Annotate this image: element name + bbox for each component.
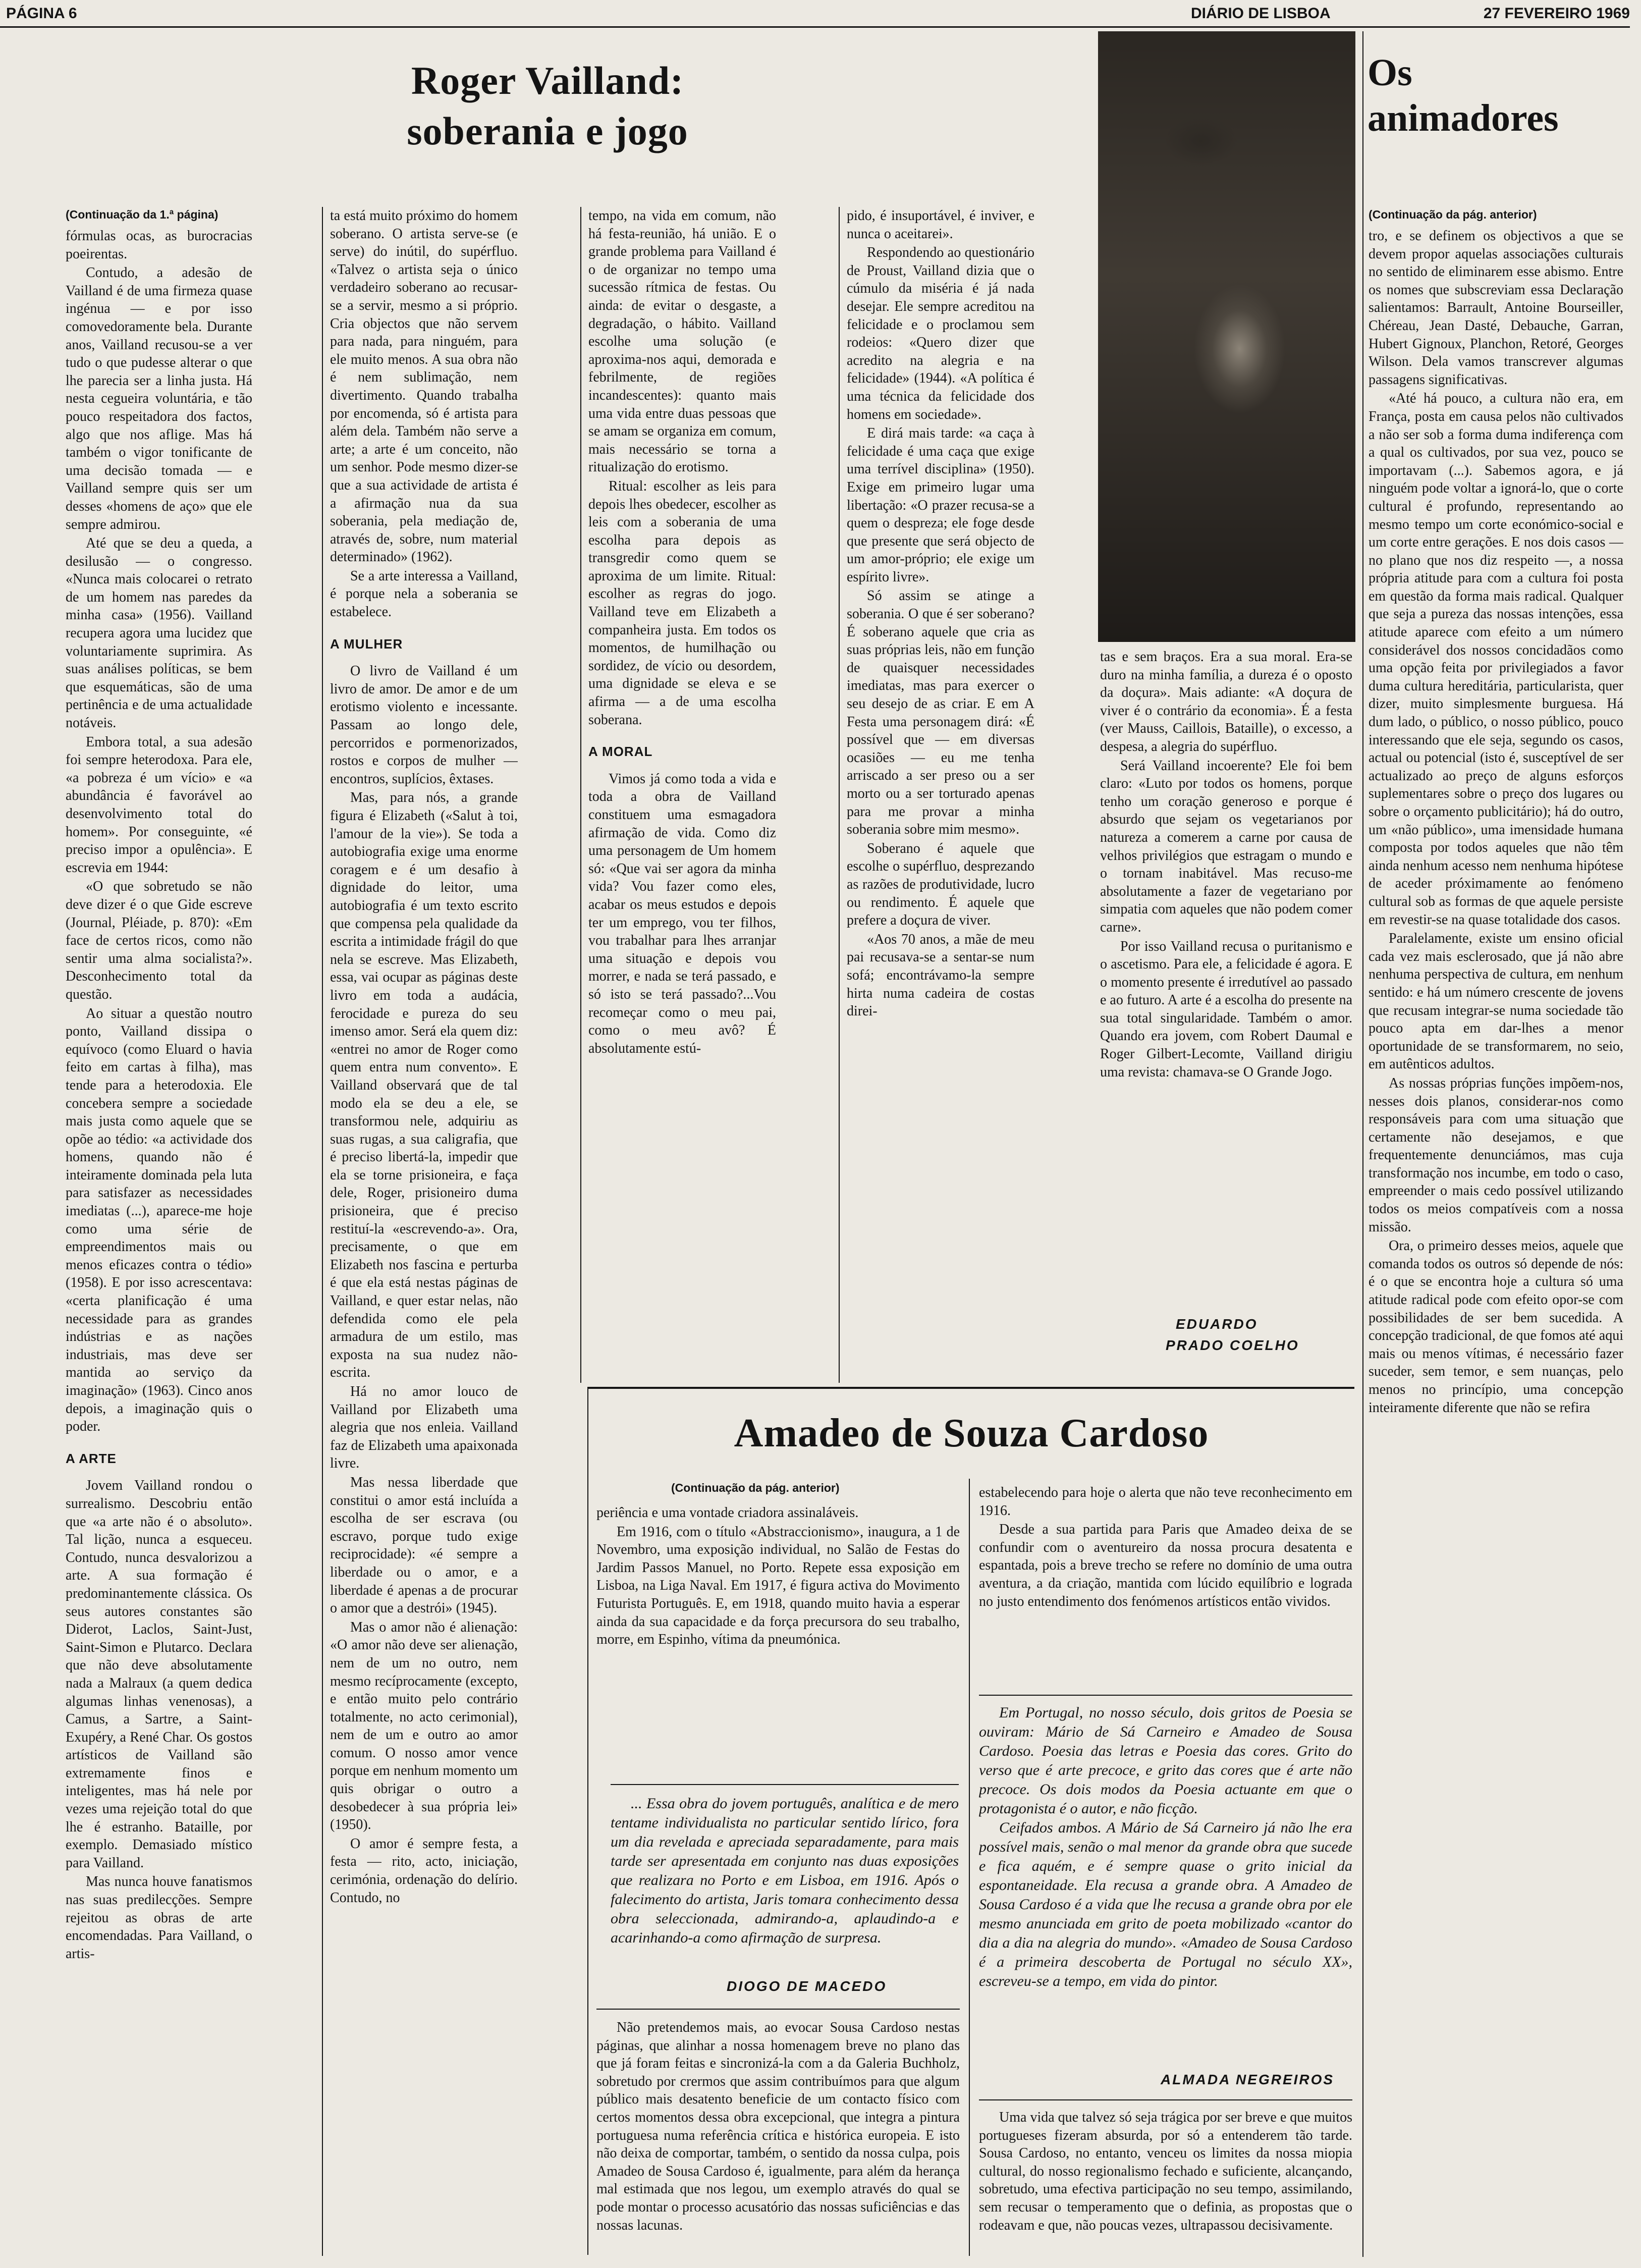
column-rule <box>322 207 323 2256</box>
paragraph: fórmulas ocas, as burocracias poeirentas. <box>66 228 252 262</box>
section-heading-moral: A MORAL <box>588 744 653 760</box>
paragraph: Uma vida que talvez só seja trágica por ser breve e que muitos portugueses fizeram absurda, por só a entenderem tão tarde. Sousa Cardoso, no entanto, venceu os limites da nossa miopia cultural, do nosso regionalismo fechado e suficiente, alcançando, sobretudo, uma efectiva participação no seu tempo, assimilando, sem recusar o temperamento que o definia, as propostas que o rodeavam e que, não poucas vezes, ultrapassou decisivamente. <box>979 2110 1352 2233</box>
author-signature-line2: PRADO COELHO <box>1166 1337 1299 1353</box>
paragraph: O amor é sempre festa, a festa — rito, acto, iniciação, cerimónia, ordenação do delírio. Contudo, no <box>330 1835 518 1906</box>
paragraph: Só assim se atinge a soberania. O que é ser soberano? É soberano aquele que cria as suas próprias leis, não em função de quaisquer necessidades imediatas, mas para exercer o seu desejo de as criar. E em A Festa uma personagem dirá: «É possível que — em diversas ocasiões — eu me tenha arriscado a ser preso ou a ser morto ou a ser torturado apenas para me provar a minha soberania sobre mim mesmo». <box>847 588 1034 838</box>
paragraph: Ora, o primeiro desses meios, aquele que comanda todos os outros só depende de nós: é o que se encontra hoje a cultura só uma atitude radical pode com efeito opor-se com possibilidades de ser bem sucedida. A concepção tradicional, de que fomos até aqui mais ou menos vítimas, é necessário fazer suceder, sem temor, e sem nuanças, pelo menos no princípio, uma concepção inteiramente diferente que não se refira <box>1369 1238 1623 1416</box>
newspaper-name: DIÁRIO DE LISBOA <box>1191 5 1331 22</box>
paragraph: Respondendo ao questionário de Proust, Vailland dizia que o cúmulo da miséria é já nada desejar. Ele sempre acreditou na felicidade e o proclamou sem rodeios: «Quero dizer que acredito na alegria e na felicidade» (1944). «A política é uma técnica da felicidade dos homens em sociedade». <box>847 245 1034 422</box>
amadeo-column-2 <box>979 1484 1352 1686</box>
paragraph: Não pretendemos mais, ao evocar Sousa Cardoso nestas páginas, que alinhar a nossa homenagem breve no plano das que já foram feitas e sincronizá-la com a da Galeria Buchholz, sobretudo por crermos que assim contribuímos para que algum público mais desatento beneficie de um contacto físico com certos momentos dessa obra excepcional, que integra a pintura portuguesa numa referência crítica e histórica europeia. E isto não deixa de comportar, também, o sentido da nossa culpa, pois Amadeo de Sousa Cardoso é, igualmente, para além da herança mal estimada que nos legou, um exemplo através do qual se pode montar o processo acusatório das nossas suficiências e das nossas lacunas. <box>596 2020 960 2233</box>
paragraph: Será Vailland incoerente? Ele foi bem claro: «Luto por todos os homens, porque tenho um coração generoso e porque é absurdo que sejam os vegetarianos por natureza a comerem a carne por causa de velhos privilégios que estragam o mundo e o tornam inabitável. Mas recuso-me absolutamente a fazer de vegetariano por simpatia com aqueles que não podem comer carne». <box>1100 758 1352 935</box>
section-rule <box>596 2009 960 2010</box>
amadeo-column-2b <box>979 2109 1352 2256</box>
continuation-note: (Continuação da 1.ª página) <box>66 208 218 221</box>
column-rule <box>580 207 581 1383</box>
section-heading-mulher: A MULHER <box>330 636 403 652</box>
amadeo-column-1 <box>596 1504 960 1766</box>
paragraph: Vimos já como toda a vida e toda a obra de Vailland constituem uma esmagadora afirmação de vida. Como diz uma personagem de Um homem só: «Que vai ser agora da minha vida? Vou fazer como eles, acabar os meus estudos e depois ter um emprego, vou ter filhos, vou trabalhar para lhes arranjar uma situação e depois vou morrer, e nada se terá passado, e só isto se terá passado?...Vou recomeçar como o meu pai, como o meu avô? É absolutamente estú- <box>588 771 776 1056</box>
article-title-line1: Os <box>1368 51 1412 94</box>
page-number: PÁGINA 6 <box>6 5 77 22</box>
paragraph: Paralelamente, existe um ensino oficial cada vez mais esclerosado, que já não abre nenhuma perspectiva de cultura, em nenhum sentido: e há um número crescente de jovens que recusam integrar-se numa sociedade tão pouco apta em dar-lhes a menor oportunidade de se transformarem, no seio, em autênticos adultos. <box>1369 931 1623 1072</box>
article-title-line1: Roger Vailland: <box>411 59 684 102</box>
section-heading-arte: A ARTE <box>66 1450 117 1466</box>
amadeo-column-1b <box>596 2019 960 2256</box>
paragraph: Mas, para nós, a grande figura é Elizabeth («Salut à toi, l'amour de la vie»). Se toda a autobiografia exige uma enorme coragem e é um desafio à dignidade do leitor, uma autobiografia é um texto escrito que compensa pela qualidade da escrita a intimidade frágil do que nela se escreve. Mas Elizabeth, essa, vai ocupar as páginas deste livro em toda a audácia, ferocidade e pureza do seu imenso amor. Será ela quem diz: «entrei no amor de Roger como quem entra num convento». E Vailland observará que de tal modo ela se deu a ele, se transformou nele, adquiriu as suas rugas, a sua caligrafia, que é preciso libertá-la, impedir que ela se torne prisioneira, e faça dele, Roger, prisioneiro duma prisioneira, que é preciso restituí-la «escrevendo-a». Ora, precisamente, o que em Elizabeth nos fascina e perturba é que ela está nestas páginas de Vailland, e quer estar nelas, não defendida como ele pela armadura de um estilo, mas exposta na sua nudez não-escrita. <box>330 790 518 1381</box>
paragraph: Há no amor louco de Vailland por Elizabeth uma alegria que nos enleia. Vailland faz de Elizabeth uma apaixonada livre. <box>330 1384 518 1472</box>
column-rule <box>839 207 840 1383</box>
quote-rule <box>979 1695 1352 1696</box>
continuation-note: (Continuação da pág. anterior) <box>1369 208 1537 221</box>
quote-almada-negreiros <box>979 1703 1352 2067</box>
quote-signature-macedo: DIOGO DE MACEDO <box>727 1978 887 1994</box>
paragraph: Embora total, a sua adesão foi sempre heterodoxa. Para ele, «a pobreza é um vício» e «a abundância é favorável ao desenvolvimento total do homem». Por conseguinte, «é preciso impor a opulência». E escrevia em 1944: <box>66 734 252 876</box>
paragraph: Mas o amor não é alienação: «O amor não deve ser alienação, nem de um no outro, nem mesmo recíprocamente (excepto, e então muito pelo contrário totalmente, no acto cerimonial), nem de um e outro ao amor comum. O nosso amor vence porque em nenhum momento um quis obrigar o outro a desobedecer à sua própria lei» (1950). <box>330 1619 518 1833</box>
paragraph: «Até há pouco, a cultura não era, em França, posta em causa pelos não cultivados a não ser sob a forma duma indiferença com a qual os cultivados, por sua vez, pouco se importavam (...). Sabemos agora, e já ninguém pode voltar a ignorá-lo, que o corte cultural é profundo, representando ao mesmo tempo um corte económico-social e um corte entre gerações. E nos dois casos — no plano que nos diz respeito —, a nossa própria atitude para com a cultura foi posta em questão da forma mais radical. Qualquer que seja a pureza das nossas intenções, essa atitude aparece com efeito a um número considerável dos nossos concidadãos como uma opção feita por privilegiados a favor duma cultura hereditária, particularista, quer dizer, muito simplesmente burguesa. Há dum lado, o público, o nosso público, pouco interessando que ele seja, segundo os casos, actual ou potencial (isto é, susceptível de ser actualizado ao preço de alguns esforços suplementares sobre o preço dos lugares ou sobre o orçamento publicitário); há do outro, um «não público», uma imensidade humana composta por todos aqueles que não têm ainda nenhum acesso nem nenhuma hipótese de aceder próximamente ao fenómeno cultural sob as formas de que aquele persiste em revestir-se na quase totalidade dos casos. <box>1369 391 1623 928</box>
section-rule <box>979 2099 1352 2100</box>
article-title-line2: soberania e jogo <box>407 109 688 153</box>
header-rule <box>0 26 1630 28</box>
quote-signature-negreiros: ALMADA NEGREIROS <box>1161 2072 1335 2087</box>
paragraph: Se a arte interessa a Vailland, é porque nela a soberania se estabelece. <box>330 568 518 620</box>
quote-diogo-de-macedo <box>611 1794 959 1976</box>
paragraph: «Aos 70 anos, a mãe de meu pai recusava-se a sentar-se num sofá; encontrávamo-la sempre hirta numa cadeira de costas direi- <box>847 931 1034 1019</box>
author-signature-line1: EDUARDO <box>1176 1316 1258 1332</box>
box-rule-left <box>587 1387 588 2255</box>
article-title: Amadeo de Souza Cardoso <box>734 1411 1209 1455</box>
paragraph: As nossas próprias funções impõem-nos, nesses dois planos, considerar-nos como responsáveis para com uma situação que certamente não desejamos, e que frequentemente denunciámos, mas cuja transformação nos incumbe, em todo o caso, empreender o mais cedo possível utilizando todos os meios compatíveis com a nossa missão. <box>1369 1075 1623 1235</box>
column-rule <box>1362 31 1363 2257</box>
paragraph: tempo, na vida em comum, não há festa-reunião, há união. E o grande problema para Vailland é o de organizar no tempo uma sucessão rítmica de festas. Ou ainda: de evitar o desgaste, a degradação, o hábito. Vailland escolhe uma solução (e aproxima-nos aqui, demorada e febrilmente, de regiões incandescentes): quanto mais uma vida entre duas pessoas que se amam se organiza em comum, mais necessário se torna a ritualização do erotismo. <box>588 208 776 475</box>
article-title-line2: animadores <box>1368 97 1559 139</box>
paragraph: E dirá mais tarde: «a caça à felicidade é uma caça que exige uma terrível disciplina» (1950). Exige em primeiro lugar uma libertação: «O prazer recusa-se a quem o despreza; ele foge desde que presente que será objecto de um amor-próprio; ele exige um espírito livre». <box>847 425 1034 585</box>
paragraph: Ritual: escolher as leis para depois lhes obedecer, escolher as leis com a soberania de uma escolha para depois as transgredir como quem se aproxima de um limite. Ritual: escolher as regras do jogo. Vailland teve em Elizabeth a companheira justa. Em todos os momentos, de humilhação ou sordidez, de vício ou desordem, uma dignidade se eleva e se afirma — a de uma escolha soberana. <box>588 478 776 728</box>
paragraph: Em 1916, com o título «Abstraccionismo», inaugura, a 1 de Novembro, uma exposição individual, no Salão de Festas do Jardim Passos Manuel, no Porto. Repete essa exposição em Lisboa, na Liga Naval. Em 1917, é figura activa do Movimento Futurista Português. E, em 1918, quando muito havia a esperar ainda da sua capacidade e da força precursora do seu trabalho, morre, em Espinho, vítima da pneumónica. <box>596 1524 960 1648</box>
vailland-column-3 <box>588 207 776 1383</box>
paragraph: Por isso Vailland recusa o puritanismo e o ascetismo. Para ele, a felicidade é agora. E o momento presente é irredutível ao passado e ao futuro. A arte é a escolha do presente na sua total singularidade. Também o amor. Quando era jovem, com Robert Daumal e Roger Gilbert-Lecomte, Vailland dirigiu uma revista: chamava-se O Grande Jogo. <box>1100 938 1352 1080</box>
box-rule-top <box>587 1387 1354 1389</box>
paragraph: tas e sem braços. Era a sua moral. Era-se duro na minha família, a dureza é o oposto da doçura». Mais adiante: «A doçura de viver é o contrário da economia». É a festa (ver Mauss, Caillois, Bataille), o excesso, a despesa, a alegria do supérfluo. <box>1100 649 1352 754</box>
paragraph: «O que sobretudo se não deve dizer é o que Gide escreve (Journal, Pléiade, p. 870): «Em face de certos ricos, como não sentir uma alma socialista?». Desconhecimento total da questão. <box>66 879 252 1002</box>
paragraph: Até que se deu a queda, a desilusão — o congresso. «Nunca mais colocarei o retrato de um homem nas paredes da minha casa» (1956). Vailland recupera agora uma lucidez que voluntariamente suprimira. As suas análises políticas, se bem que esquemáticas, são de uma pertinência e de uma actualidade notáveis. <box>66 535 252 731</box>
paragraph: Jovem Vailland rondou o surrealismo. Descobriu então que «a arte não é o absoluto». Tal lição, nunca a esqueceu. Contudo, nunca desvalorizou a arte. A sua formação é predominantemente clássica. Os seus autores constantes são Diderot, Laclos, Saint-Just, Saint-Simon e Plutarco. Declara que não deve absolutamente nada a Malraux (a quem dedica algumas linhas venenosas), a Camus, a Sartre, a Saint-Exupéry, a René Char. Os gostos artísticos de Vailland são extremamente finos e inteligentes, mas há nele por vezes uma rejeição total do que lhe é estranho. Bataille, por exemplo. Demasiado místico para Vailland. <box>66 1478 252 1871</box>
issue-date: 27 FEVEREIRO 1969 <box>1483 5 1630 22</box>
paragraph: O livro de Vailland é um livro de amor. De amor e de um erotismo violento e incessante. Passam ao longo dele, percorridos e pormenorizados, rostos e corpos de mulher — encontros, suplícios, êxtases. <box>330 663 518 787</box>
paragraph: Contudo, a adesão de Vailland é de uma firmeza quase ingénua — e por isso comovedoramente bela. Durante anos, Vailland recusou-se a ver tudo o que pudesse alterar o que lhe parecia ser a linha justa. Há nesta cegueira voluntária, e tão pouco respeitadora dos factos, algo que nos aflige. Mas há também o vigor tonificante de uma decisão tomada — e Vailland sempre quis ser um desses «homens de aço» que ele sempre admirou. <box>66 265 252 532</box>
vailland-column-5 <box>1100 648 1352 1309</box>
paragraph: Desde a sua partida para Paris que Amadeo deixa de se confundir com o aventureiro da nossa procura desatenta e espantada, pois a breve trecho se refere no domínio de uma outra aventura, a da criação, mantida com lúcido equilíbrio e lograda no justo entendimento dos fenómenos artísticos então vividos. <box>979 1522 1352 1609</box>
paragraph: Soberano é aquele que escolhe o supérfluo, desprezando as razões de produtividade, lucro ou rendimento. É aquele que prefere a doçura de viver. <box>847 840 1034 929</box>
vailland-column-4 <box>847 207 1034 1383</box>
paragraph: periência e uma vontade criadora assinaláveis. <box>596 1505 859 1521</box>
paragraph: ta está muito próximo do homem soberano. O artista serve-se (e serve) do inútil, do supérfluo. «Talvez o artista seja o único verdadeiro soberano ao recusar-se a servir, mesmo a si próprio. Cria objectos que não servem para nada, para ninguém, para ele muito menos. A sua obra não é nem sublimação, nem divertimento. Quando trabalha por encomenda, só é artista para além dela. Também não serve a arte; a arte é um conceito, não um senhor. Pode mesmo dizer-se que a sua actividade de artista é a afirmação nua da sua soberania, pela mediação de, através de, sobre, num material determinado» (1962). <box>330 208 518 565</box>
paragraph: Mas nunca houve fanatismos nas suas predilecções. Sempre rejeitou as obras de arte encomendadas. Para Vailland, o artis- <box>66 1874 252 1962</box>
animadores-column <box>1369 227 1623 2256</box>
vailland-column-2 <box>330 207 518 2256</box>
quote-text: ... Essa obra do jovem português, analítica e de mero tentame individualista no particular sentido lírico, fora um dia revelada e apreciada separadamente, para mais tarde ser apresentada em conjunto nas duas exposições que realizara no Porto e em Lisboa, em 1916. Após o falecimento do artista, Jaris tomara conhecimento dessa obra seleccionada, admirando-a, aplaudindo-a e acarinhando-a como afirmação de surpresa. <box>611 1795 959 1946</box>
vailland-column-1 <box>66 227 252 2256</box>
paragraph: Ao situar a questão noutro ponto, Vailland dissipa o equívoco (como Eluard o havia feito em cartas à filha), mas tende para a heterodoxia. Ele concebera sempre a sociedade mais justa como aquele que se opõe ao tédio: «a actividade dos homens, quando não é inteiramente dominada pela luta para satisfazer as necessidades imediatas (...), aparece-me hoje como uma série de empreendimentos mais ou menos eficazes contra o tédio» (1958). E por isso acrescentava: «certa planificação é uma necessidade para as grandes indústrias e as nações industriais, mas deve ser mantida ao serviço da imaginação» (1963). Cinco anos depois, a imaginação quis o poder. <box>66 1005 252 1435</box>
paragraph: pido, é insuportável, é inviver, e nunca o aceitarei». <box>847 208 1034 242</box>
paragraph: estabelecendo para hoje o alerta que não teve reconhecimento em 1916. <box>979 1485 1352 1519</box>
continuation-note: (Continuação da pág. anterior) <box>671 1481 840 1494</box>
author-portrait-photo <box>1098 31 1355 642</box>
quote-rule <box>611 1784 959 1785</box>
quote-text: Em Portugal, no nosso século, dois gritos de Poesia se ouviram: Mário de Sá Carneiro e Amadeo de Sousa Cardoso. Poesia das letras e Poesia das cores. Grito do verso que é arte precoce, e grito das cores que é arte não precoce. Os dois modos da Poesia actuante em que o protagonista é o autor, e não ficção. <box>979 1704 1352 1817</box>
paragraph: tro, e se definem os objectivos a que se devem propor aquelas associações culturais no sentido de eliminarem esse abismo. Entre os nomes que subscreviam essa Declaração salientamos: Barrault, Antoine Bourseiller, Chéreau, Jean Dasté, Debauche, Garran, Hubert Gignoux, Planchon, Retoré, Georges Wilson. Dela vamos transcrever algumas passagens significativas. <box>1369 228 1623 388</box>
quote-text: Ceifados ambos. A Mário de Sá Carneiro já não lhe era possível mais, senão o mal menor da grande obra que sucede e fica aquém, e é sempre quase o grito inicial da espontaneidade. Ela recusa a grande obra. A Amadeo de Sousa Cardoso é a vida que lhe recusa a grande obra por ele mesmo anunciada em grito de poeta mobilizado «cantor do dia a dia na alegria do mundo». «Amadeo de Sousa Cardoso é a primeira descoberta de Portugal no século XX», escreveu-se a tempo, em vida do pintor. <box>979 1819 1352 1989</box>
paragraph: Mas nessa liberdade que constitui o amor está incluída a escolha de ser escrava (ou escravo, porque tudo exige reciprocidade): «é sempre a liberdade ou o amor, e a liberdade é apenas a de procurar o amor que a destrói» (1945). <box>330 1474 518 1616</box>
column-rule <box>969 1479 970 2256</box>
